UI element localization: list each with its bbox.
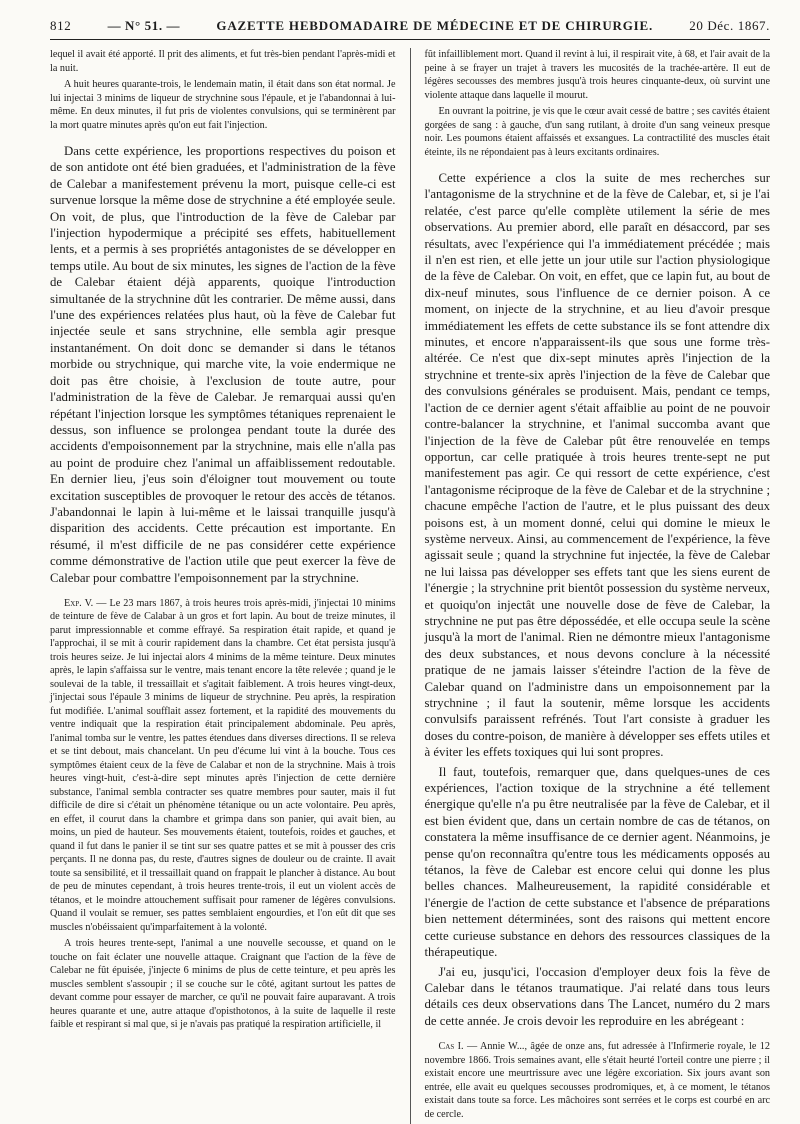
experiment-paragraph [50,597,396,935]
columns [50,48,770,1124]
right-column [425,48,771,1124]
paragraph: A trois heures trente-sept, l'animal a une nouvelle secousse, et quand on le touche on fait éclater une nouvelle attaque. Craignant que l'action de la fève de Calebar ne fût épuisée, j'injecte 6 minims de plus de cette teinture, et peu après les muscles semblent s'assoupir ; il se couche sur le côté, agitant surtout les pattes de devant comme pour essayer de marcher, ce qu'il ne pouvait faire auparavant. A trois heures quarante et une, autre attaque d'opisthotonos, à la suite de laquelle il reste faible et respirant si mal que, si je n'avais pas pratiqué la respiration artificielle, il [50,938,396,1031]
paragraph: Dans cette expérience, les proportions respectives du poison et de son antidote ont été bien graduées, et l'administration de la fève de Calebar a manifestement prévenu la mort, puisque celle-ci est survenue lorsque la même dose de strychnine a été employée seule. On voit, de plus, que l'introduction de la fève de Calebar par l'injection hypodermique a précipité ses effets, habituellement lents, et a permis à ses propriétés antagonistes de se développer en temps utile. Au bout de six minutes, les signes de l'action de la fève de Calebar étaient déjà apparents, quoique l'introduction simultanée de la strychnine dût les contrarier. De même aussi, dans l'une des expériences relatées plus haut, où la fève de Calebar fut injectée seule et sans strychnine, elle sembla agir presque instantanément. On doit donc se demander si dans le tétanos morbide ou strychnique, qui marche vite, la voie endermique ne doit pas être choisie, à l'exclusion de toute autre, pour l'administration de la fève de Calebar. Je remarquai aussi qu'en répétant l'injection lorsque les symptômes tétaniques reprenaient le dessus, son influence se prolongea pendant toute la durée des accidents d'empoisonnement par la strychnine, mais elle n'alla pas au point de produire chez l'animal un affaiblissement redoutable. En dernier lieu, j'eus soin d'éloigner tout mouvement ou toute excitation susceptibles de provoquer le retour des accès de tétanos. J'abandonnai le lapin à lui-même et le laissai tranquille jusqu'à disparition des accidents. Cette précaution est importante. En résumé, il m'est difficile de ne pas considérer cette expérience comme démonstrative de l'action utile que peut exercer la fève de Calebar pour combattre l'empoisonnement par la strychnine. [50,144,396,585]
paragraph: Il faut, toutefois, remarquer que, dans quelques-unes de ces expériences, l'action toxique de la strychnine a été tellement énergique qu'elle n'a pu être neutralisée par la fève de Calebar, et il est bien évident que, dans un certain nombre de cas de tétanos, on constatera la même insuffisance de ce dernier agent. Néanmoins, je pense qu'on reconnaîtra qu'entre tous les médicaments opposés au tétanos, la fève de Calebar est encore celui qui donne les plus belles chances. Malheureusement, la rapidité considérable et l'énergie de l'action de cette substance et l'absence de préparations bien nettement déterminées, sont des raisons qui mettent encore cette curieuse substance en dehors des ressources classiques de la thérapeutique. [424,764,771,960]
paragraph: lequel il avait été apporté. Il prit des aliments, et fut très-bien pendant l'après-midi et la nuit. [50,49,396,74]
paragraph: Cette expérience a clos la suite de mes recherches sur l'antagonisme de la strychnine et de la fève de Calebar, et, si je l'ai relatée, c'est parce qu'elle complète utilement la série de mes observations. Au premier abord, elle paraît en désaccord, par ses résultats, avec l'expérience qui l'a immédiatement précédée ; mais il n'en est rien, et elle jette un jour utile sur l'action physiologique de la fève de Calebar. On voit, en effet, que ce lapin fut, au bout de dix-neuf minutes, sous l'influence de ce dernier poison. A ce moment, on injecte de la strychnine, et au lieu d'avoir presque immédiatement les effets de cette substance ils se font attendre dix minutes, et encore n'apparaissent-ils que sous une forme très-altérée. Ce n'est que dix-sept minutes après l'injection de la strychnine et trente-six après l'injection de la fève de Calebar que des convulsions générales se produisent. Mais, pendant ce temps, l'action de ce dernier agent s'était affaiblie au point de ne pouvoir contre-balancer la strychnine, et l'animal succomba avant que l'injection de la fève de Calebar pût être renouvelée en temps opportun, car celle pratiquée à trois heures trente-sept ne put manifestement pas agir. Ce qui ressort de cette expérience, c'est l'antagonisme réciproque de la fève de Calebar et de la strychnine ; chacune empêche l'action de l'autre, et le plus puissant des deux poisons est, à un moment donné, celui qui domine le mieux le système nerveux. Ainsi, au commencement de l'expérience, la fève agissait seule ; quand la strychnine fut injectée, la fève de Calebar ne lui laissa pas développer ses effets tant que les siens eurent de l'énergie ; la strychnine prit bientôt possession du système nerveux, et quoiqu'on injectât une nouvelle dose de fève de Calebar, la strychnine ne put pas être dépossédée, et elle occupa seule la scène jusqu'à la mort de l'animal. Rien ne démontre mieux l'antagonisme des deux substances, et nous devons conclure à la nécessité pratique de ne jamais laisser s'éteindre l'action de la fève de Calebar quand on l'administre dans un empoisonnement par la strychnine ; il faut la soutenir, même lorsque les accidents convulsifs paraissent refrénés. Tout l'art consiste à graduer les doses du contre-poison, de manière à développer ses effets utiles et à éviter les effets toxiques qui lui sont propres. [424,171,771,760]
paragraph: En ouvrant la poitrine, je vis que le cœur avait cessé de battre ; ses cavités étaient gorgées de sang : à gauche, d'un sang rutilant, à droite d'un sang veineux presque noir. Les poumons étaient affaissés et exsangues. La contractilité des muscles était éteinte, ils ne répondaient pas à leurs excitants ordinaires. [424,106,771,158]
issue-date: 20 Déc. 1867. [689,18,770,33]
page-number: 812 [50,18,72,33]
issue-number: — N° 51. — [107,18,181,33]
left-column [50,48,396,1124]
experiment-text: — Le 23 mars 1867, à trois heures trois après-midi, j'injectai 10 minims de teinture de fève de Calabar à un gros et fort lapin. Au bout de treize minutes, il parut impressionnable et comme effrayé. Sa respiration était rapide, et quand je l'approchai, il se mit à courir rapidement dans la chambre. Cet état persista jusqu'à trois heures seize. Je lui injectai alors 4 minims de la même teinture. Deux minutes après, le lapin s'affaissa sur le ventre, mais tenant encore la tête relevée ; quand je le soulevai de la table, il tressaillait et s'agitait faiblement. A trois heures vingt-deux, j'injectai sous l'épaule 3 minims de liqueur de strychnine. Peu après, la respiration fut modifiée. L'animal soufflait assez fortement, et la rapidité des mouvements du ventre indiquait que la respiration était principalement abdominale. Peu après, l'animal tomba sur le ventre, les pattes étendues dans diverses directions. Il se releva et se tint debout, mais chancelant. Un peu d'écume lui vint à la bouche. Tous ces symptômes étaient ceux de la fève de Calabar et non de la strychnine. Mais à trois heures vingt-huit, c'est-à-dire sept minutes après l'injection de cette dernière substance, l'animal sembla contracter ses quatre membres pour sauter, mais il fut difficile de dire si c'était un phénomène tétanique ou un acte volontaire. Peu après, en effet, il courut dans la chambre et grimpa dans son panier, qui avait bien, au moins, un pied de hauteur. Ses mouvements étaient, toutefois, roides et gauches, et quand il fut dans le panier il se tint sur ses quatre pattes et se mit à pousser des cris perçants. Il ne donna pas, du reste, d'autres signes de douleur ou de crainte. Il avait toute sa sensibilité, et il tressaillait quand on frappait le plancher à distance. Au bout de peu de minutes cependant, à trois heures trente-trois, il eut un violent accès de tétanos, et le moindre attouchement suffisait pour ramener de légères convulsions. Quand il voulait se remuer, ses pattes semblaient engourdies, et l'on eût dit que ses muscles n'obéissaient qu'imparfaitement à la volonté. [50,597,396,933]
journal-title: GAZETTE HEBDOMADAIRE DE MÉDECINE ET DE CHIRURGIE. [216,18,654,33]
experiment-label: Exp. V. [64,597,94,609]
paragraph: J'ai eu, jusqu'ici, l'occasion d'employer deux fois la fève de Calebar dans le tétanos traumatique. J'ai relaté dans tous leurs détails ces deux observations dans The Lancet, numéro du 2 mars de cette année. Je crois devoir les reproduire en les abrégeant : [424,964,771,1028]
case-text: — Annie W..., âgée de onze ans, fut adressée à l'Infirmerie royale, le 12 novembre 1866. Trois semaines avant, elle s'était heurté l'orteil contre une pierre ; il existait encore une meurtrissure avec une légère excoriation. Six jours avant son entrée, elle avait eu quelques secousses prodromiques, et, à ce moment, le tétanos existait dans toute sa force. Les mâchoires sont serrées et le corps est courbé en arc de cercle. [424,1041,771,1120]
case-label: Cas I. [438,1041,464,1053]
paragraph: fût infailliblement mort. Quand il revint à lui, il respirait vite, à 68, et l'air avait de la peine à se frayer un trajet à travers les mucosités de la trachée-artère. Il eut de légères secousses des membres jusqu'à trois heures cinquante-deux, où survint une violente attaque dans laquelle il mourut. [424,49,771,101]
case-paragraph [425,1040,771,1121]
running-header [50,18,770,40]
paragraph: A huit heures quarante-trois, le lendemain matin, il était dans son état normal. Je lui injectai 3 minims de liqueur de strychnine sous l'épaule, et je l'abandonnai à lui-même. En deux minutes, il fut pris de violentes convulsions, qui se terminèrent par la mort quatre minutes après qu'on eut fait l'injection. [50,79,396,131]
column-divider [410,48,411,1124]
